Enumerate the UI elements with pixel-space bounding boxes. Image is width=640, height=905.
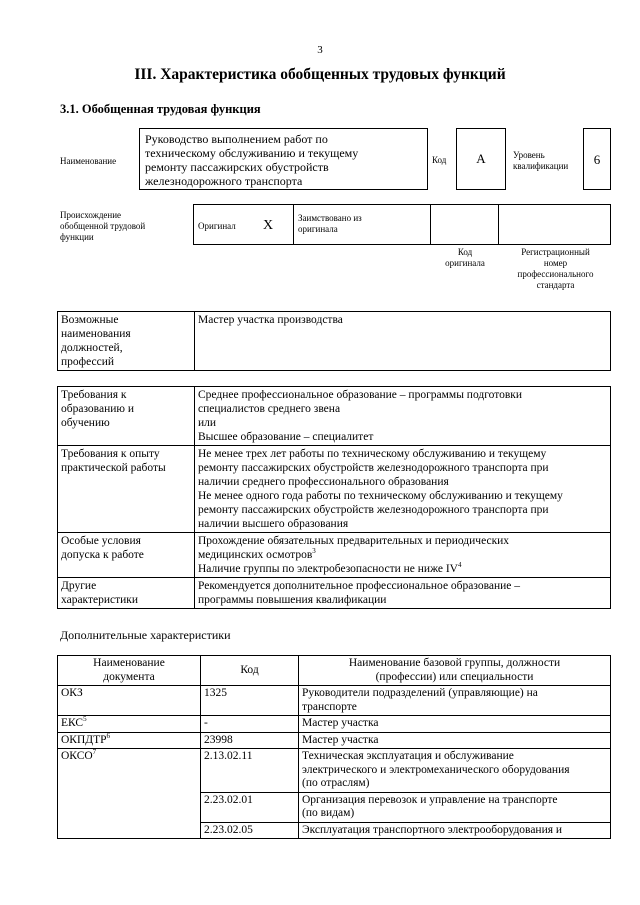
row-code: 1325 <box>201 686 299 716</box>
footnote-ref: 3 <box>312 547 316 556</box>
positions-label-line: профессий <box>61 356 115 368</box>
requirement-value-line: ремонту пассажирских обустройств железнодорожного транспорта при <box>198 462 549 474</box>
requirement-value <box>195 387 611 446</box>
row-code: 2.23.02.05 <box>201 822 299 839</box>
row-code: 23998 <box>201 732 299 749</box>
requirement-label-line: Требования к <box>61 389 127 401</box>
requirement-row <box>58 578 611 609</box>
code-original-line: Код <box>457 247 473 257</box>
requirements-table <box>57 386 611 609</box>
positions-row <box>58 312 611 371</box>
requirement-value-line <box>198 548 607 562</box>
requirement-value-line: Среднее профессиональное образование – программы подготовки <box>198 389 523 401</box>
row-name <box>299 686 611 716</box>
reg-number-line: профессионального <box>517 269 594 279</box>
row-name-line: Мастер участка <box>302 733 379 746</box>
requirement-value-line: Прохождение обязательных предварительных и периодических <box>198 535 510 547</box>
borrowed-label-line: оригинала <box>298 224 338 234</box>
requirement-value-text: медицинских осмотров <box>198 549 313 561</box>
header-code: Код <box>201 656 299 686</box>
positions-table <box>57 311 611 371</box>
row-code: - <box>201 716 299 733</box>
code-value: А <box>476 151 486 166</box>
row-name-line: Техническая эксплуатация и обслуживание <box>302 750 514 762</box>
level-label-line: Уровень <box>513 150 545 160</box>
code-original-line: оригинала <box>445 258 485 268</box>
requirement-value-line: ремонту пассажирских обустройств железнодорожного транспорта при <box>198 504 549 516</box>
header-doc-line: Наименование <box>93 657 165 669</box>
header-doc-line: документа <box>103 670 155 683</box>
doc-text: ОКЗ <box>61 687 83 699</box>
table-row <box>58 749 611 793</box>
borrowed-label-line: Заимствовано из <box>298 213 362 223</box>
requirement-label-line: характеристики <box>61 594 139 606</box>
requirement-row <box>58 446 611 533</box>
row-code: 2.13.02.11 <box>201 749 299 793</box>
table-row <box>58 716 611 733</box>
requirement-value-line: Высшее образование – специалитет <box>198 431 374 443</box>
requirement-value-line: или <box>198 417 217 429</box>
requirement-value-line: Рекомендуется дополнительное профессиональное образование – <box>198 580 521 592</box>
positions-label <box>58 312 195 371</box>
footnote-ref: 4 <box>457 561 462 570</box>
footnote-ref: 6 <box>106 731 111 740</box>
additional-table <box>57 655 611 839</box>
reg-number-label <box>500 247 611 291</box>
additional-header-row <box>58 656 611 686</box>
requirement-value-line: Не менее одного года работы по техническому обслуживанию и текущему <box>198 490 563 502</box>
requirement-label-line: обучению <box>61 417 110 429</box>
page-number: 3 <box>317 44 323 56</box>
requirement-label-line: образованию и <box>61 403 134 415</box>
row-name-line: Руководители подразделений (управляющие) на <box>302 687 538 699</box>
requirement-row <box>58 533 611 578</box>
requirement-label <box>58 446 195 533</box>
row-name <box>299 732 611 749</box>
requirement-label-line: допуска к работе <box>61 549 144 561</box>
section-title: III. Характеристика обобщенных трудовых функций <box>134 66 506 83</box>
reg-number-line: стандарта <box>536 280 575 290</box>
requirement-label <box>58 387 195 446</box>
origin-divider <box>293 204 294 245</box>
row-name-line: (по отраслям) <box>302 777 370 789</box>
function-name-line: Руководство выполнением работ по <box>145 132 328 146</box>
requirement-label-line: Требования к опыту <box>61 448 160 460</box>
original-mark: X <box>263 218 274 233</box>
table-row <box>58 732 611 749</box>
origin-divider <box>430 204 431 245</box>
origin-label-line: функции <box>60 232 94 242</box>
positions-label-line: Возможные <box>61 314 119 326</box>
function-name-box <box>139 128 428 190</box>
origin-label-line: обобщенной трудовой <box>60 221 146 231</box>
requirement-value-line: наличии среднего профессионального образования <box>198 476 449 488</box>
origin-label <box>60 210 145 243</box>
table-row <box>58 686 611 716</box>
code-label: Код <box>432 155 447 165</box>
function-name-line: техническому обслуживанию и текущему <box>145 146 359 160</box>
function-name-line: ремонту пассажирских обустройств <box>145 160 329 174</box>
row-doc <box>58 716 201 733</box>
requirement-value <box>195 446 611 533</box>
level-box <box>583 128 611 190</box>
origin-label-line: Происхождение <box>60 210 122 220</box>
requirement-label-line: практической работы <box>61 462 166 474</box>
origin-divider <box>498 204 499 245</box>
row-name-line: Эксплуатация транспортного электрооборудования и <box>302 823 563 836</box>
requirement-label-line: Другие <box>61 580 97 592</box>
level-label-line: квалификации <box>513 161 569 171</box>
positions-label-line: должностей, <box>61 342 123 354</box>
level-label <box>513 150 568 172</box>
additional-caption: Дополнительные характеристики <box>60 628 231 642</box>
name-label: Наименование <box>60 156 117 166</box>
original-label: Оригинал <box>198 221 236 231</box>
subsection-title: 3.1. Обобщенная трудовая функция <box>60 102 261 116</box>
requirement-label <box>58 533 195 578</box>
positions-label-line: наименования <box>61 328 131 340</box>
code-original-label <box>432 247 498 269</box>
row-name-line: Мастер участка <box>302 717 379 729</box>
requirement-value-line: специалистов среднего звена <box>198 403 341 415</box>
origin-box <box>193 204 611 245</box>
doc-text: ЕКС <box>61 717 84 729</box>
requirement-value-line <box>198 562 607 576</box>
row-name-line: (по видам) <box>302 807 355 819</box>
positions-value: Мастер участка производства <box>195 312 611 371</box>
header-name-line: (профессии) или специальности <box>375 670 534 683</box>
row-doc <box>58 749 201 839</box>
requirement-value-text: Наличие группы по электробезопасности не ниже IV <box>198 563 458 575</box>
row-name <box>299 749 611 793</box>
reg-number-line: номер <box>543 258 568 268</box>
row-doc <box>58 686 201 716</box>
requirement-value <box>195 533 611 578</box>
requirement-value-line: программы повышения квалификации <box>198 594 387 606</box>
requirement-value-line: Не менее трех лет работы по техническому обслуживанию и текущему <box>198 448 547 460</box>
function-name-line: железнодорожного транспорта <box>145 174 303 188</box>
footnote-ref: 5 <box>83 715 87 724</box>
header-name <box>299 656 611 686</box>
level-value: 6 <box>593 152 601 167</box>
doc-text: ОКСО <box>61 750 93 762</box>
requirement-label-line: Особые условия <box>61 535 141 547</box>
header-name-line: Наименование базовой группы, должности <box>348 657 561 669</box>
code-box <box>456 128 506 190</box>
row-code: 2.23.02.01 <box>201 792 299 822</box>
row-name <box>299 716 611 733</box>
row-name-line: Организация перевозок и управление на транспорте <box>302 793 558 806</box>
requirement-row <box>58 387 611 446</box>
reg-number-line: Регистрационный <box>521 247 590 257</box>
requirement-value-line: наличии высшего образования <box>198 518 349 530</box>
row-name-line: транспорте <box>302 700 357 713</box>
footnote-ref: 7 <box>92 748 97 757</box>
row-name-line: электрического и электромеханического оборудования <box>302 763 570 776</box>
requirement-label <box>58 578 195 609</box>
doc-text: ОКПДТР <box>61 733 107 746</box>
borrowed-label <box>298 213 362 235</box>
requirement-value <box>195 578 611 609</box>
row-name <box>299 792 611 822</box>
header-doc <box>58 656 201 686</box>
row-name <box>299 822 611 839</box>
row-doc <box>58 732 201 749</box>
